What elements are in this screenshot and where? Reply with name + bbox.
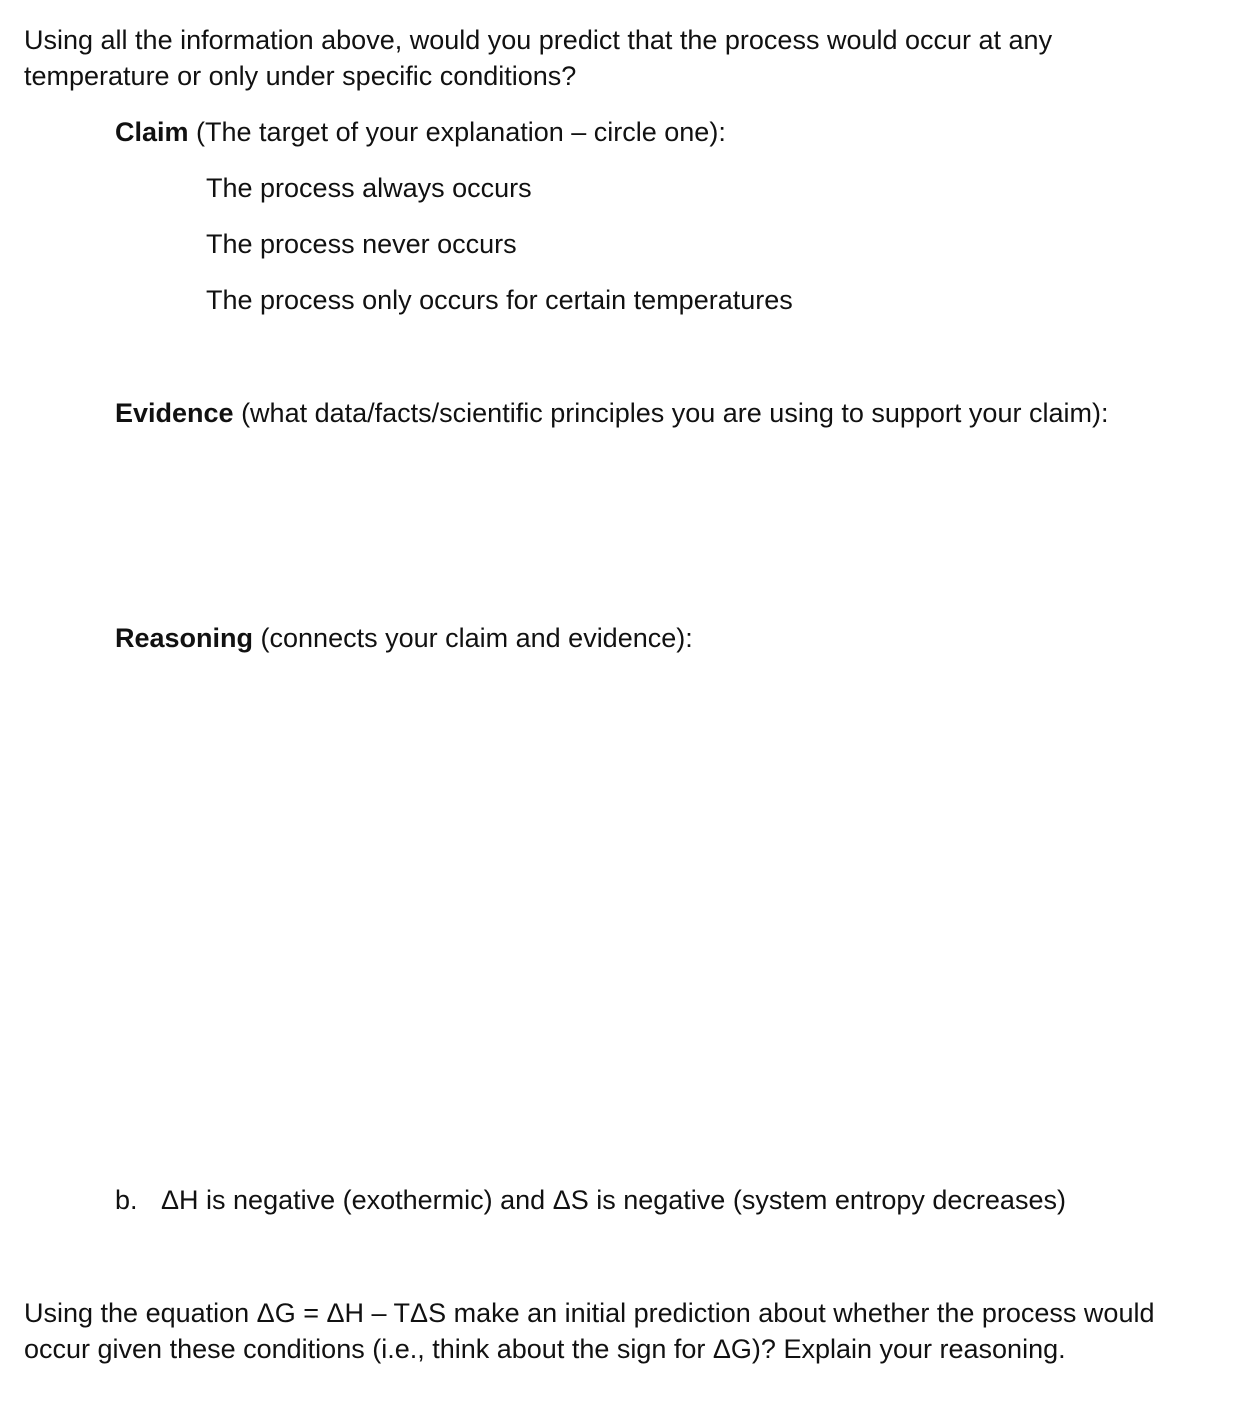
claim-label: Claim — [115, 117, 189, 147]
evidence-label: Evidence — [115, 398, 234, 428]
claim-option-never[interactable]: The process never occurs — [206, 229, 517, 259]
reasoning-prompt: (connects your claim and evidence): — [253, 623, 693, 653]
question-b-line-1: Using the equation ΔG = ΔH – TΔS make an initial prediction about whether the process would — [24, 1298, 1155, 1328]
question-intro-line-2: temperature or only under specific conditions? — [24, 61, 577, 91]
claim-prompt: (The target of your explanation – circle one): — [188, 117, 726, 147]
part-b-statement — [115, 1182, 1066, 1218]
evidence-heading — [115, 395, 1108, 431]
part-b-label: b. — [115, 1185, 138, 1215]
question-intro-line-1: Using all the information above, would you predict that the process would occur at any — [24, 25, 1053, 55]
reasoning-heading — [115, 620, 693, 656]
part-b-text: ΔH is negative (exothermic) and ΔS is negative (system entropy decreases) — [161, 1185, 1066, 1215]
claim-option-always[interactable]: The process always occurs — [206, 173, 532, 203]
claim-heading — [115, 114, 726, 150]
question-b-line-2: occur given these conditions (i.e., think about the sign for ΔG)? Explain your reasoning. — [24, 1334, 1066, 1364]
claim-option-certain-temperatures[interactable]: The process only occurs for certain temperatures — [206, 285, 793, 315]
reasoning-label: Reasoning — [115, 623, 254, 653]
evidence-prompt: (what data/facts/scientific principles you are using to support your claim): — [233, 398, 1109, 428]
